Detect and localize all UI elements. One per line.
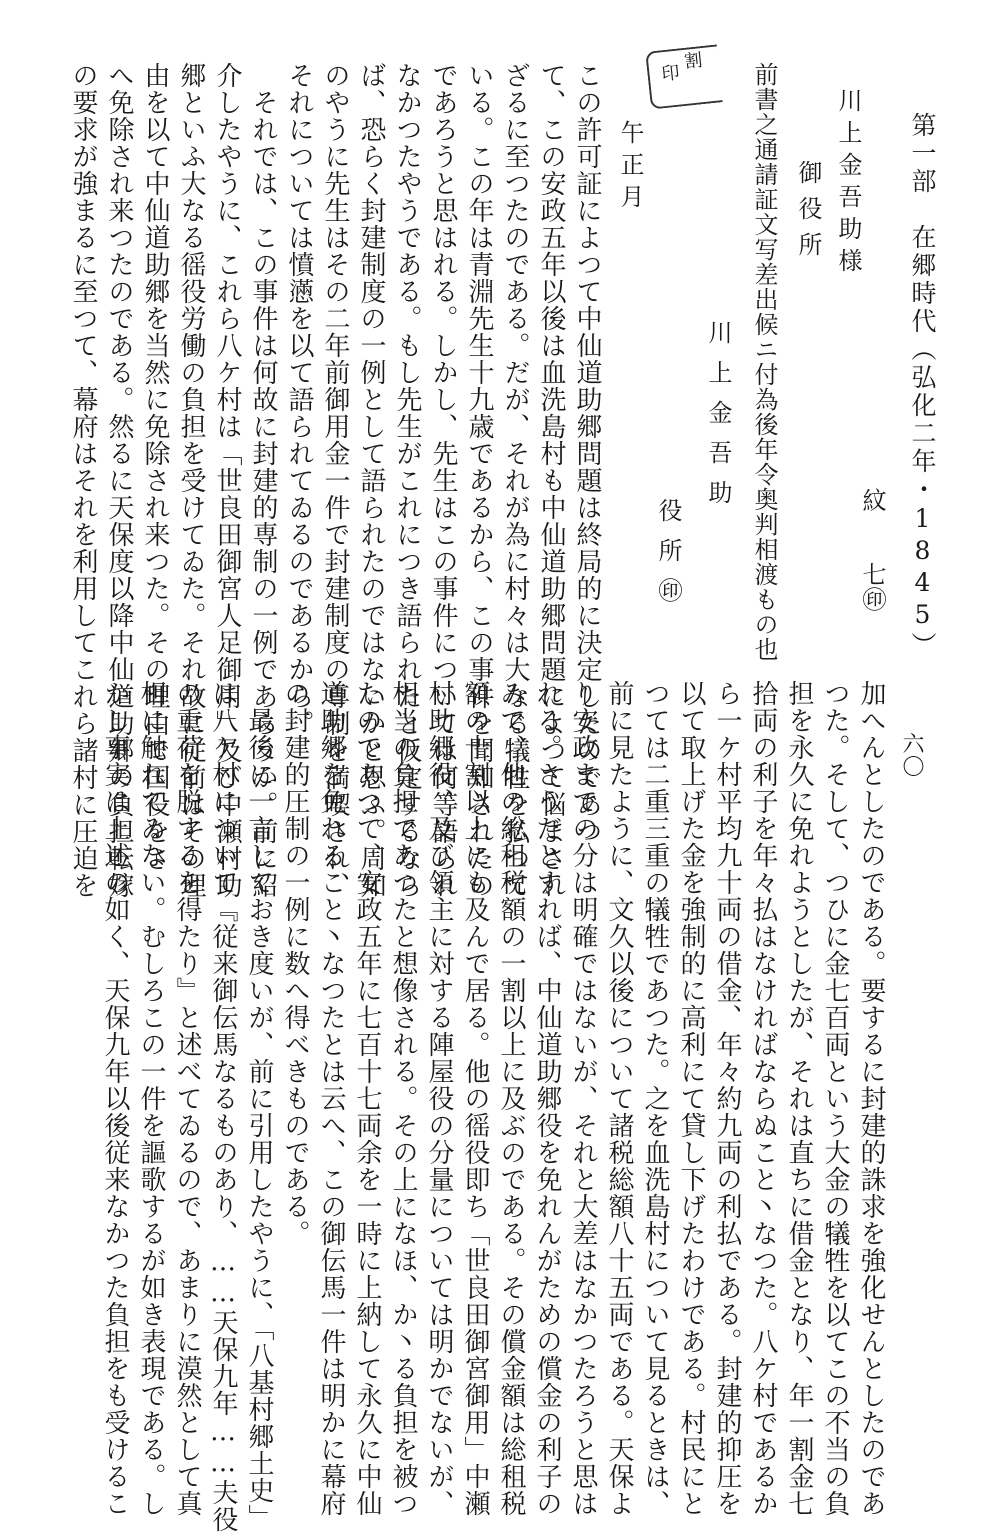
- body-line: 由を以て中仙道助郷を当然に免除され来つた。その理由で国役をさ: [140, 62, 170, 872]
- body-line: 最後に一言しておき度いが、前に引用したやうに、「八基村郷土史」: [244, 680, 274, 1531]
- body-line: いる。この年は青淵先生十九歳であるから、この事件を聞知されたの: [464, 62, 494, 899]
- document-line-seal-seven: 七㊞: [858, 562, 886, 612]
- body-line: 村助郷役、及び領主に対する陣屋役の分量については明かでないが、: [424, 680, 454, 1517]
- body-line: 相当の負担であつたと想像される。その上になほ、か丶る負担を被つ: [388, 680, 418, 1517]
- body-line: 拾両の利子を年々払はなければならぬこと丶なつた。八ケ村であるか: [748, 680, 778, 1517]
- body-line: 額の十割以上にも及んで居る。他の徭役即ち「世良田御宮御用」中瀬: [460, 680, 490, 1517]
- body-line: つた。そして、つひに金七百両という大金の犠牲を以てこの不当の負: [820, 680, 850, 1517]
- body-line: かし事実は上述の如く、天保九年以後従来なかつた負担をも受けるこ: [100, 680, 130, 1517]
- seal-char-wari: 割: [680, 50, 704, 71]
- body-line: て、この安政五年以後は血洗島村も中仙道助郷問題によつて悩まされ: [536, 62, 566, 899]
- body-line: れる。さうだとすれば、中仙道助郷役を免れんがための償金の利子の: [532, 680, 562, 1517]
- body-line: 相に触れてゐない。むしろこの一件を謳歌するが如き表現である。し: [136, 680, 166, 1517]
- document-signature-name: 川上金吾助: [704, 320, 732, 520]
- warikin-seal: [645, 44, 723, 109]
- body-line: り安政までの分は明確ではないが、それと大差はなかつたろうと思は: [568, 680, 598, 1517]
- body-line: へ免除され来つたのである。然るに天保度以降中仙道助郷の負担転嫁: [104, 62, 134, 899]
- body-line: 以て取上げた金を強制的に高利にて貸し下げたわけである。村民にと: [676, 680, 706, 1517]
- body-line: 郷といふ大なる徭役労働の負担を受けてゐた。それ故に従前はその理: [176, 62, 206, 899]
- document-date: 午正月: [616, 120, 644, 216]
- document-signature-office: 役所㊞: [654, 498, 682, 618]
- body-line: たのであつて、安政五年に七百十七両余を一時に上納して永久に中仙: [352, 680, 382, 1517]
- page-number: 六〇: [899, 732, 924, 778]
- document-addressee-name: 川上金吾助様: [834, 88, 862, 280]
- body-line: それについては憤懣を以て語られてゐるのであるから。: [284, 62, 314, 737]
- body-line: 道助郷を免れること丶なつたとは云へ、この御伝馬一件は明かに幕府: [316, 680, 346, 1517]
- body-line: それでは、この事件は何故に封建的専制の一例であらうか。前に紹: [248, 62, 278, 899]
- running-header: 第一部 在郷時代（弘化二年・1845）: [908, 112, 937, 660]
- body-line: この許可証によつて中仙道助郷問題は終局的に決定したのであつ: [572, 62, 602, 845]
- body-line: のやうに先生はその二年前御用金一件で封建制度の専制を満喫され、: [320, 62, 350, 899]
- document-line-mon: 紋: [858, 488, 886, 513]
- body-line: みで、他の総租税額の一割以上に及ぶのである。その償金額は総租税: [496, 680, 526, 1517]
- body-line: の重荷を脱するを得たり』と述べてゐるので、あまりに漠然として真: [172, 680, 202, 1517]
- body-line: つては二重三重の犠牲であつた。之を血洗島村について見るときは、: [640, 680, 670, 1517]
- body-line: 介したやうに、これら八ケ村は「世良田御宮人足御用」及び中瀬村助: [212, 62, 242, 899]
- body-line: ざるに至つたのである。だが、それが為に村々は大なる犠牲を払つて: [500, 62, 530, 899]
- body-line: であろうと思はれる。しかし、先生はこの事件については何等語られ: [428, 62, 458, 899]
- document-line-text: 前書之通請証文写差出候ニ付為後年令奥判相渡もの也: [750, 62, 778, 662]
- body-line: は八ケ村について『従来御伝馬なるものあり、……天保九年……夫役: [208, 680, 238, 1533]
- document-addressee-office: 御役所: [794, 160, 822, 268]
- body-line: ば、恐らく封建制度の一例として語られたのではないかと思ふ。周知: [356, 62, 386, 899]
- body-line: なかつたやうである。もし先生がこれにつき語られたと仮定するなら: [392, 62, 422, 899]
- body-line: 担を永久に免れようとしたが、それは直ちに借金となり、年一割金七: [784, 680, 814, 1517]
- body-line: 加へんとしたのである。要するに封建的誅求を強化せんとしたのであ: [856, 680, 886, 1517]
- body-line: の要求が強まるに至つて、幕府はそれを利用してこれら諸村に圧迫を: [68, 62, 98, 899]
- body-line: ら一ケ村平均九十両の借金、年々約九両の利払である。封建的抑圧を: [712, 680, 742, 1517]
- body-line: の封建的圧制の一例に数へ得べきものである。: [280, 680, 310, 1247]
- seal-char-in: 印: [657, 62, 681, 83]
- body-line: 前に見たように、文久以後について諸税総額八十五両である。天保よ: [604, 680, 634, 1517]
